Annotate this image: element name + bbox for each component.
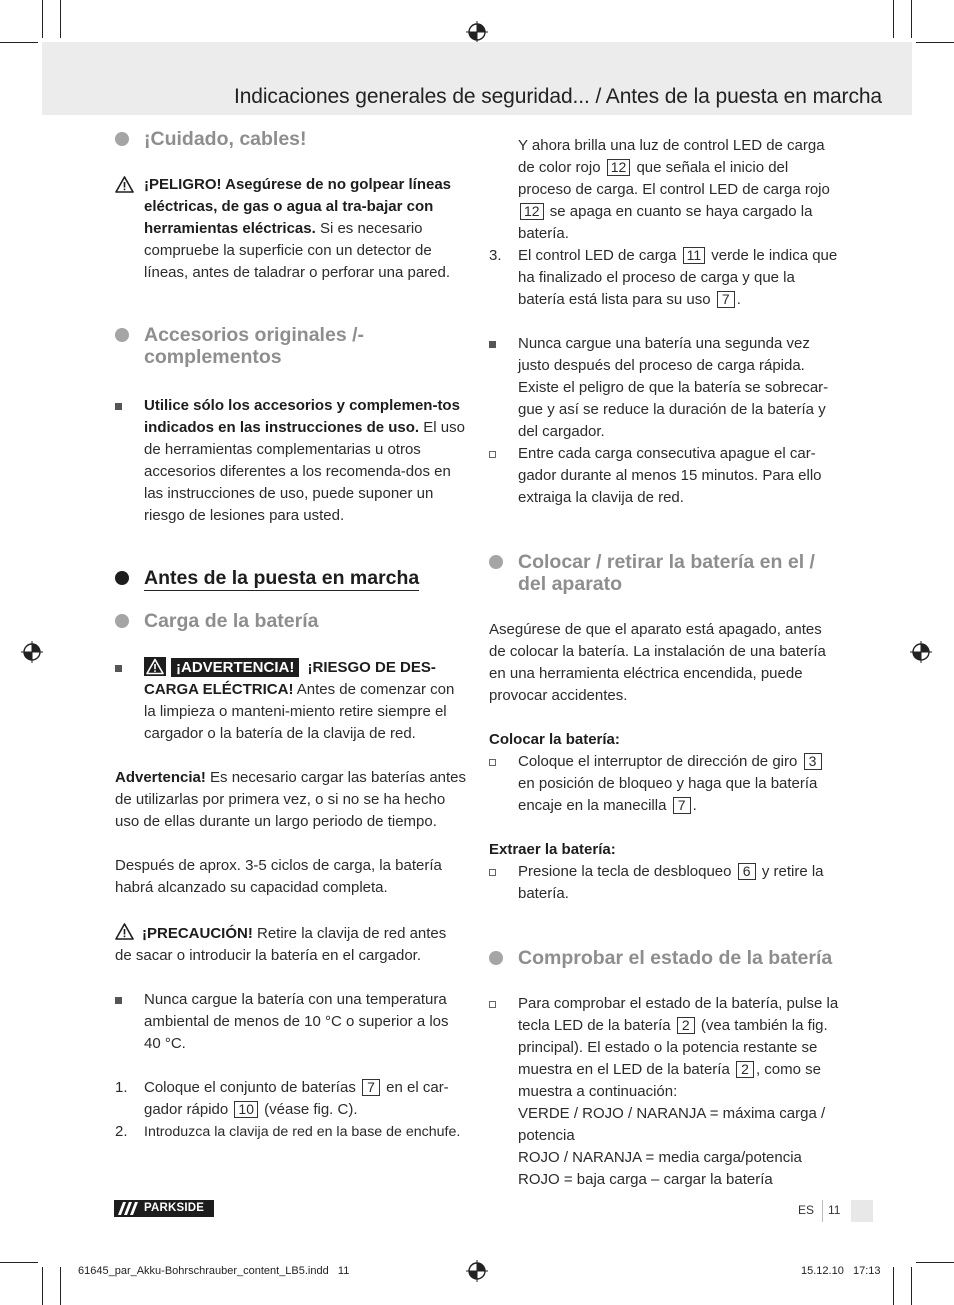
section-heading-insert-remove: Colocar / retirar la batería en el / del aparato bbox=[489, 551, 841, 595]
crop-mark bbox=[42, 1267, 43, 1305]
state-line: VERDE / ROJO / NARANJA = máxima carga / potencia bbox=[518, 1105, 826, 1144]
paragraph: Asegúrese de que el aparato está apagado, antes de colocar la batería. La instalación de una batería en una herramienta eléctrica encendida, puede provocar accidentes. bbox=[489, 621, 826, 704]
bullet-square-icon bbox=[489, 341, 496, 348]
part-number-box: 7 bbox=[673, 797, 691, 814]
logo-stripes-icon bbox=[118, 1202, 140, 1215]
step-item: 3. El control LED de carga 11 verde le indica que ha finalizado el proceso de carga y que la batería está lista para su uso 7 . bbox=[489, 247, 838, 308]
list-item: Presione la tecla de desbloqueo 6 y retire la batería. bbox=[489, 861, 841, 905]
part-number-box: 7 bbox=[717, 291, 735, 308]
file-slug: 61645_par_Akku-Bohrschrauber_content_LB5.indd 11 bbox=[78, 1265, 350, 1277]
bullet-dot-icon bbox=[115, 132, 129, 146]
part-number-box: 10 bbox=[234, 1101, 258, 1118]
section-heading-before-start: Antes de la puesta en marcha bbox=[115, 567, 467, 589]
step-item: 2. Introduzca la clavija de red en la base de enchufe. bbox=[115, 1123, 461, 1140]
warning-triangle-icon bbox=[144, 657, 166, 676]
crop-mark bbox=[916, 1262, 954, 1263]
state-line: ROJO = baja carga – cargar la batería bbox=[518, 1171, 773, 1188]
crop-mark bbox=[60, 0, 61, 38]
subheading: Colocar la batería: bbox=[489, 731, 620, 748]
page-title: Indicaciones generales de seguridad... / Antes de la puesta en marcha bbox=[233, 85, 882, 108]
list-item-advertencia: ¡ADVERTENCIA! ¡RIESGO DE DES-CARGA ELÉCTRICA! Antes de comenzar con la limpieza o manteni-miento retire siempre el cargador o la batería de la clavija de red. bbox=[115, 657, 467, 745]
danger-warning: ¡PELIGRO! Asegúrese de no golpear líneas eléctricas, de gas o agua al tra-bajar con herramientas eléctricas. Si es necesario compruebe la superficie con un detector de líneas, antes de taladrar o perforar una pared. bbox=[115, 174, 467, 284]
list-item: Entre cada carga consecutiva apague el car-gador durante al menos 15 minutos. Para ello extraiga la clavija de red. bbox=[489, 443, 841, 509]
warning-badge: ¡ADVERTENCIA! bbox=[171, 658, 299, 677]
registration-mark-icon bbox=[21, 641, 43, 663]
hollow-square-icon bbox=[489, 759, 496, 766]
part-number-box: 12 bbox=[607, 159, 631, 176]
part-number-box: 3 bbox=[804, 753, 822, 770]
bullet-square-icon bbox=[115, 665, 122, 672]
part-number-box: 2 bbox=[736, 1061, 754, 1078]
section-heading-cables: ¡Cuidado, cables! bbox=[115, 128, 467, 150]
section-heading-check-state: Comprobar el estado de la batería bbox=[489, 947, 841, 969]
list-item: Nunca cargue una batería una segunda vez justo después del proceso de carga rápida. Existe el peligro de que la batería se sobrecar-gue y así se reduce la duración de la batería y del cargador. bbox=[489, 333, 841, 443]
crop-mark bbox=[0, 42, 38, 43]
paragraph: Advertencia! Es necesario cargar las baterías antes de utilizarlas por primera vez, o si no se ha hecho uso de ellas durante un largo periodo de tiempo. bbox=[115, 769, 467, 830]
paragraph: Después de aprox. 3-5 ciclos de carga, la batería habrá alcanzado su capacidad completa. bbox=[115, 857, 442, 896]
part-number-box: 11 bbox=[683, 247, 706, 264]
bullet-dot-icon bbox=[115, 328, 129, 342]
crop-mark bbox=[893, 1267, 894, 1305]
bullet-dot-icon bbox=[115, 571, 129, 585]
hollow-square-icon bbox=[489, 1001, 496, 1008]
crop-mark bbox=[60, 1267, 61, 1305]
crop-mark bbox=[0, 1262, 38, 1263]
warning-triangle-icon bbox=[115, 923, 134, 947]
warning-triangle-icon bbox=[115, 176, 134, 200]
subheading: Extraer la batería: bbox=[489, 841, 616, 858]
list-item: Utilice sólo los accesorios y complemen-tos indicados en las instrucciones de uso. El uso de herramientas complementarias u otros accesorios diferentes a los recomenda-dos en las instrucciones de uso, puede suponer un riesgo de lesiones para usted. bbox=[115, 395, 467, 527]
bullet-square-icon bbox=[115, 997, 122, 1004]
page-tab bbox=[851, 1200, 873, 1222]
part-number-box: 2 bbox=[677, 1017, 695, 1034]
divider bbox=[822, 1200, 823, 1222]
hollow-square-icon bbox=[489, 869, 496, 876]
state-line: ROJO / NARANJA = media carga/potencia bbox=[518, 1149, 802, 1166]
crop-mark bbox=[893, 0, 894, 38]
parkside-logo: PARKSIDE bbox=[114, 1200, 214, 1217]
bullet-square-icon bbox=[115, 403, 122, 410]
step-continuation: Y ahora brilla una luz de control LED de carga de color rojo 12 que señala el inicio del proceso de carga. El control LED de carga rojo 12 se apaga en cuanto se haya cargado la batería. bbox=[518, 137, 830, 242]
list-item: Nunca cargue la batería con una temperatura ambiental de menos de 10 °C o superior a los 40 °C. bbox=[115, 989, 467, 1055]
step-item: 1. Coloque el conjunto de baterías 7 en el car-gador rápido 10 (véase fig. C). bbox=[115, 1079, 449, 1118]
part-number-box: 12 bbox=[520, 203, 544, 220]
crop-mark bbox=[42, 0, 43, 38]
page-info bbox=[798, 1203, 841, 1217]
right-column bbox=[489, 135, 841, 1191]
hollow-square-icon bbox=[489, 451, 496, 458]
crop-mark bbox=[911, 0, 912, 38]
part-number-box: 7 bbox=[362, 1079, 380, 1096]
registration-mark-icon bbox=[466, 21, 488, 43]
date-slug: 15.12.10 17:13 bbox=[801, 1265, 881, 1277]
list-item: Coloque el interruptor de dirección de giro 3 en posición de bloqueo y haga que la batería encaje en la manecilla 7 . bbox=[489, 751, 841, 817]
registration-mark-icon bbox=[466, 1260, 488, 1282]
page-number: 11 bbox=[828, 1203, 841, 1217]
bullet-dot-icon bbox=[115, 614, 129, 628]
bullet-dot-icon bbox=[489, 951, 503, 965]
bullet-dot-icon bbox=[489, 555, 503, 569]
registration-mark-icon bbox=[910, 641, 932, 663]
list-item: Para comprobar el estado de la batería, pulse la tecla LED de la batería 2 (vea también la fig. principal). El estado o la potencia restante se muestra en el LED de la batería 2 , como se muestra a continuación: VERDE / ROJO / NARANJA = máxima carga / potencia ROJO / NARANJA = media carga/potencia ROJO = baja carga – cargar la batería bbox=[489, 993, 841, 1191]
caution-paragraph: ¡PRECAUCIÓN! Retire la clavija de red antes de sacar o introducir la batería en el cargador. bbox=[115, 925, 447, 964]
language-code: ES bbox=[798, 1203, 815, 1217]
crop-mark bbox=[911, 1267, 912, 1305]
part-number-box: 6 bbox=[738, 863, 756, 880]
section-heading-accessories: Accesorios originales /- complementos bbox=[115, 324, 467, 368]
crop-mark bbox=[916, 42, 954, 43]
left-column bbox=[115, 128, 467, 1143]
section-heading-charging: Carga de la batería bbox=[115, 610, 467, 632]
